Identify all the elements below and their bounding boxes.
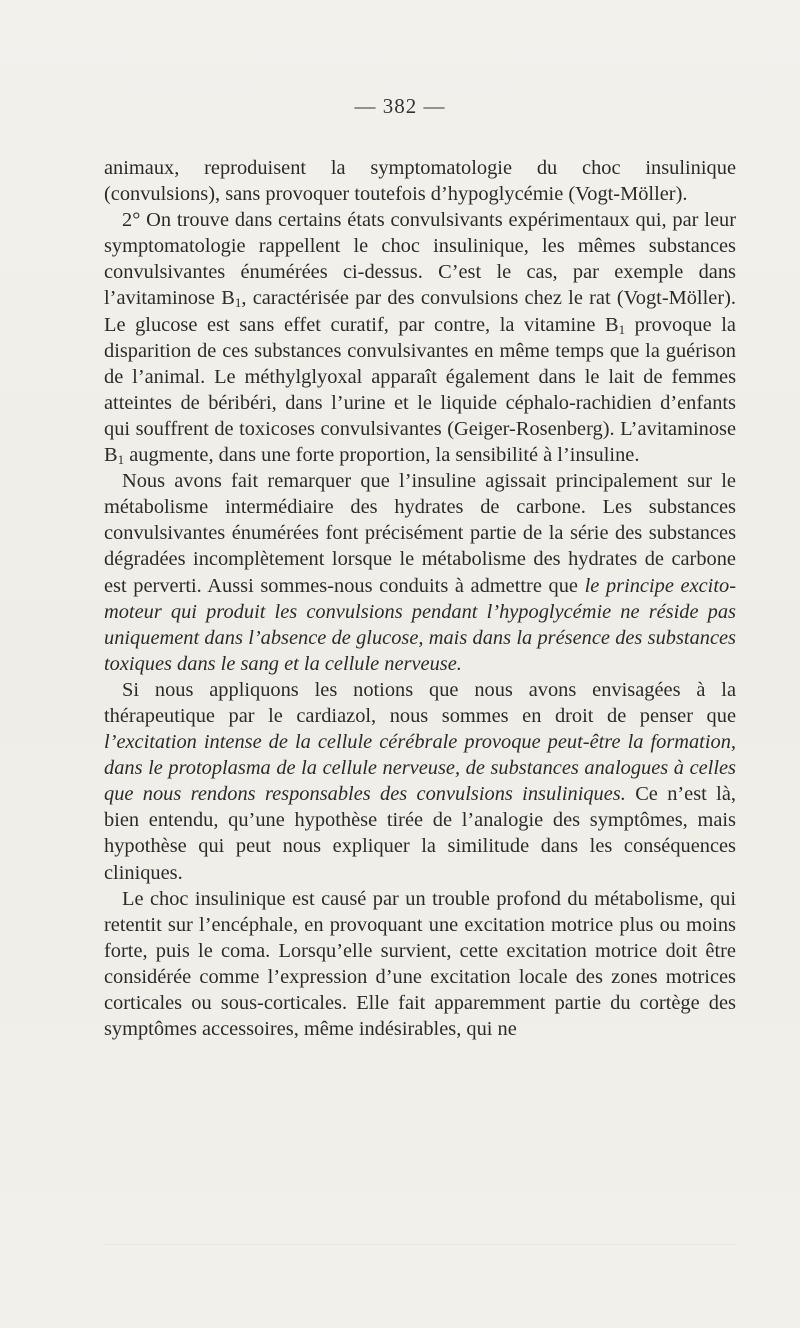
paragraph-p4 [104,677,736,886]
italic-text: l’excitation intense de la cellule cérébrale provoque peut-être la formation, dans le protoplasma de la cellule nerveuse, de substances analogues à celles que nous rendons responsables des convulsions insuliniques. [104,731,736,806]
italic-text: le principe excito-moteur qui produit les convulsions pendant l’hypoglycémie ne réside pas uniquement dans l’absence de glucose, mais dans la présence des substances toxiques dans le sang et la cellule nerveuse. [104,574,736,675]
text-run: provoque la disparition de ces substances convulsivantes en même temps que la guérison de l’animal. Le méthylglyoxal apparaît également dans le lait de femmes atteintes de béribéri, dans l’urine et le liquide céphalo-rachidien d’enfants qui souffrent de toxicoses convulsivantes (Geiger-Rosenberg). L’avitaminose B [104,313,736,467]
paragraph-p1 [104,155,736,207]
text-run: Nous avons fait remarquer que l’insuline agissait principalement sur le métabolisme intermédiaire des hydrates de carbone. Les substances convulsivantes énumérées font précisément partie de la série des substances dégradées incomplètement lorsque le métabolisme des hydrates de carbone est perverti. Aussi sommes-nous conduits à admettre que [104,470,736,597]
text-run: Ce n’est là, bien entendu, qu’une hypothèse tirée de l’analogie des symptômes, mais hypothèse qui peut nous expliquer la similitude dans les conséquences cliniques. [104,783,736,884]
body-text [104,155,736,1042]
text-run: , caractérisée par des convulsions chez le rat (Vogt-Möller). Le glucose est sans effet curatif, par contre, la vitamine B [104,287,736,336]
text-run: 2° On trouve dans certains états convulsivants expérimentaux qui, par leur symptomatologie rappellent le choc insulinique, les mêmes substances convulsivantes énumérées ci-dessus. C’est le cas, par exemple dans l’avitaminose B [104,209,736,310]
paragraph-p2 [104,207,736,468]
subscript: 1 [618,321,626,337]
text-run: animaux, reproduisent la symptomatologie du choc insulinique (convulsions), sans provoquer toutefois d’hypoglycémie (Vogt-Möller). [104,157,736,206]
text-run: Si nous appliquons les notions que nous avons envisagées à la thérapeutique par le cardiazol, nous sommes en droit de penser que [104,678,736,727]
paragraph-p3 [104,468,736,677]
paragraph-p5 [104,886,736,1043]
page-bottom-shadow [104,1244,736,1245]
text-run: augmente, dans une forte proportion, la sensibilité à l’insuline. [124,444,640,467]
page-number: — 382 — [354,94,446,118]
text-run: Le choc insulinique est causé par un trouble profond du métabolisme, qui retentit sur l’encéphale, en provoquant une excitation motrice plus ou moins forte, puis le coma. Lorsqu’elle survient, cette excitation motrice doit être considérée comme l’expression d’une excitation locale des zones motrices corticales ou sous-corticales. Elle fait apparemment partie du cortège des symptômes accessoires, même indésirables, qui ne [104,887,736,1041]
subscript: 1 [117,452,125,468]
subscript: 1 [234,295,242,311]
